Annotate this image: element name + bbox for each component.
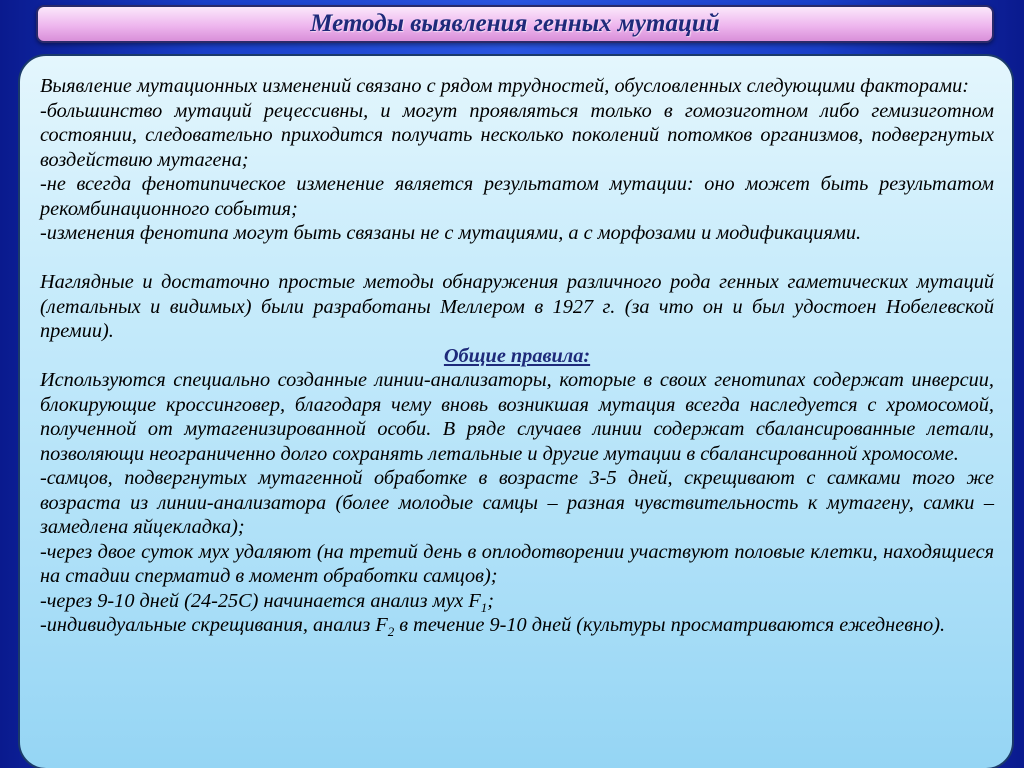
- step-item: -самцов, подвергнутых мутагенной обработке в возрасте 3-5 дней, скрещивают с самками того же возраста из линии-анализатора (более молодые самцы – разная чувствительность к мутагену, самки – замедлена яйцекладка);: [40, 467, 994, 538]
- step-text: -индивидуальные скрещивания, анализ F: [40, 614, 388, 636]
- rules-intro-paragraph: Используются специально созданные линии-анализаторы, которые в своих генотипах содержат инверсии, блокирующие кроссинговер, благодаря чему вновь возникшая мутация всегда наследуется с хромосомой, полученной от мутагенизированной особи. В ряде случаев линии содержат сбалансированные летали, позволяющи неограниченно долго сохранять летальные и другие мутации в сбалансированной хромосоме.: [40, 369, 994, 465]
- step-tail: в течение 9-10 дней (культуры просматриваются ежедневно).: [394, 614, 946, 636]
- step-text: -через 9-10 дней (24-25С) начинается анализ мух F: [40, 589, 481, 612]
- content-panel: [18, 54, 1014, 768]
- factor-item: -не всегда фенотипическое изменение является результатом мутации: оно может быть результатом рекомбинационного события;: [40, 173, 994, 220]
- content-text: [40, 74, 994, 638]
- spacer: [40, 246, 994, 271]
- rules-heading: Общие правила:: [443, 344, 591, 367]
- title-bar: [36, 5, 994, 43]
- factor-item: -большинство мутаций рецессивны, и могут проявляться только в гомозиготном либо гемизиготном состоянии, следовательно приходится получать несколько поколений потомков организмов, подвергнутых воздействию мутагена;: [40, 99, 994, 171]
- generation-subscript: 2: [387, 624, 395, 640]
- meller-paragraph: Наглядные и достаточно простые методы обнаружения различного рода генных гаметических мутаций (летальных и видимых) были разработаны Меллером в 1927 г. (за что он и был удостоен Нобелевской премии).: [40, 271, 994, 342]
- step-item: -через двое суток мух удаляют (на третий день в оплодотворении участвуют половые клетки, находящиеся на стадии спермати​д в момент обработки самцов);: [40, 540, 994, 587]
- factor-item: -изменения фенотипа могут быть связаны не с мутациями, а с морфозами и модификациями.: [40, 222, 862, 244]
- slide-title: Методы выявления генных мутаций: [310, 10, 720, 37]
- step-item: [40, 589, 994, 614]
- step-item: [40, 613, 994, 638]
- step-tail: ;: [487, 589, 495, 612]
- generation-subscript: 1: [480, 599, 488, 615]
- intro-paragraph: Выявление мутационных изменений связано с рядом трудностей, обусловленных следующими факторами:: [40, 75, 969, 97]
